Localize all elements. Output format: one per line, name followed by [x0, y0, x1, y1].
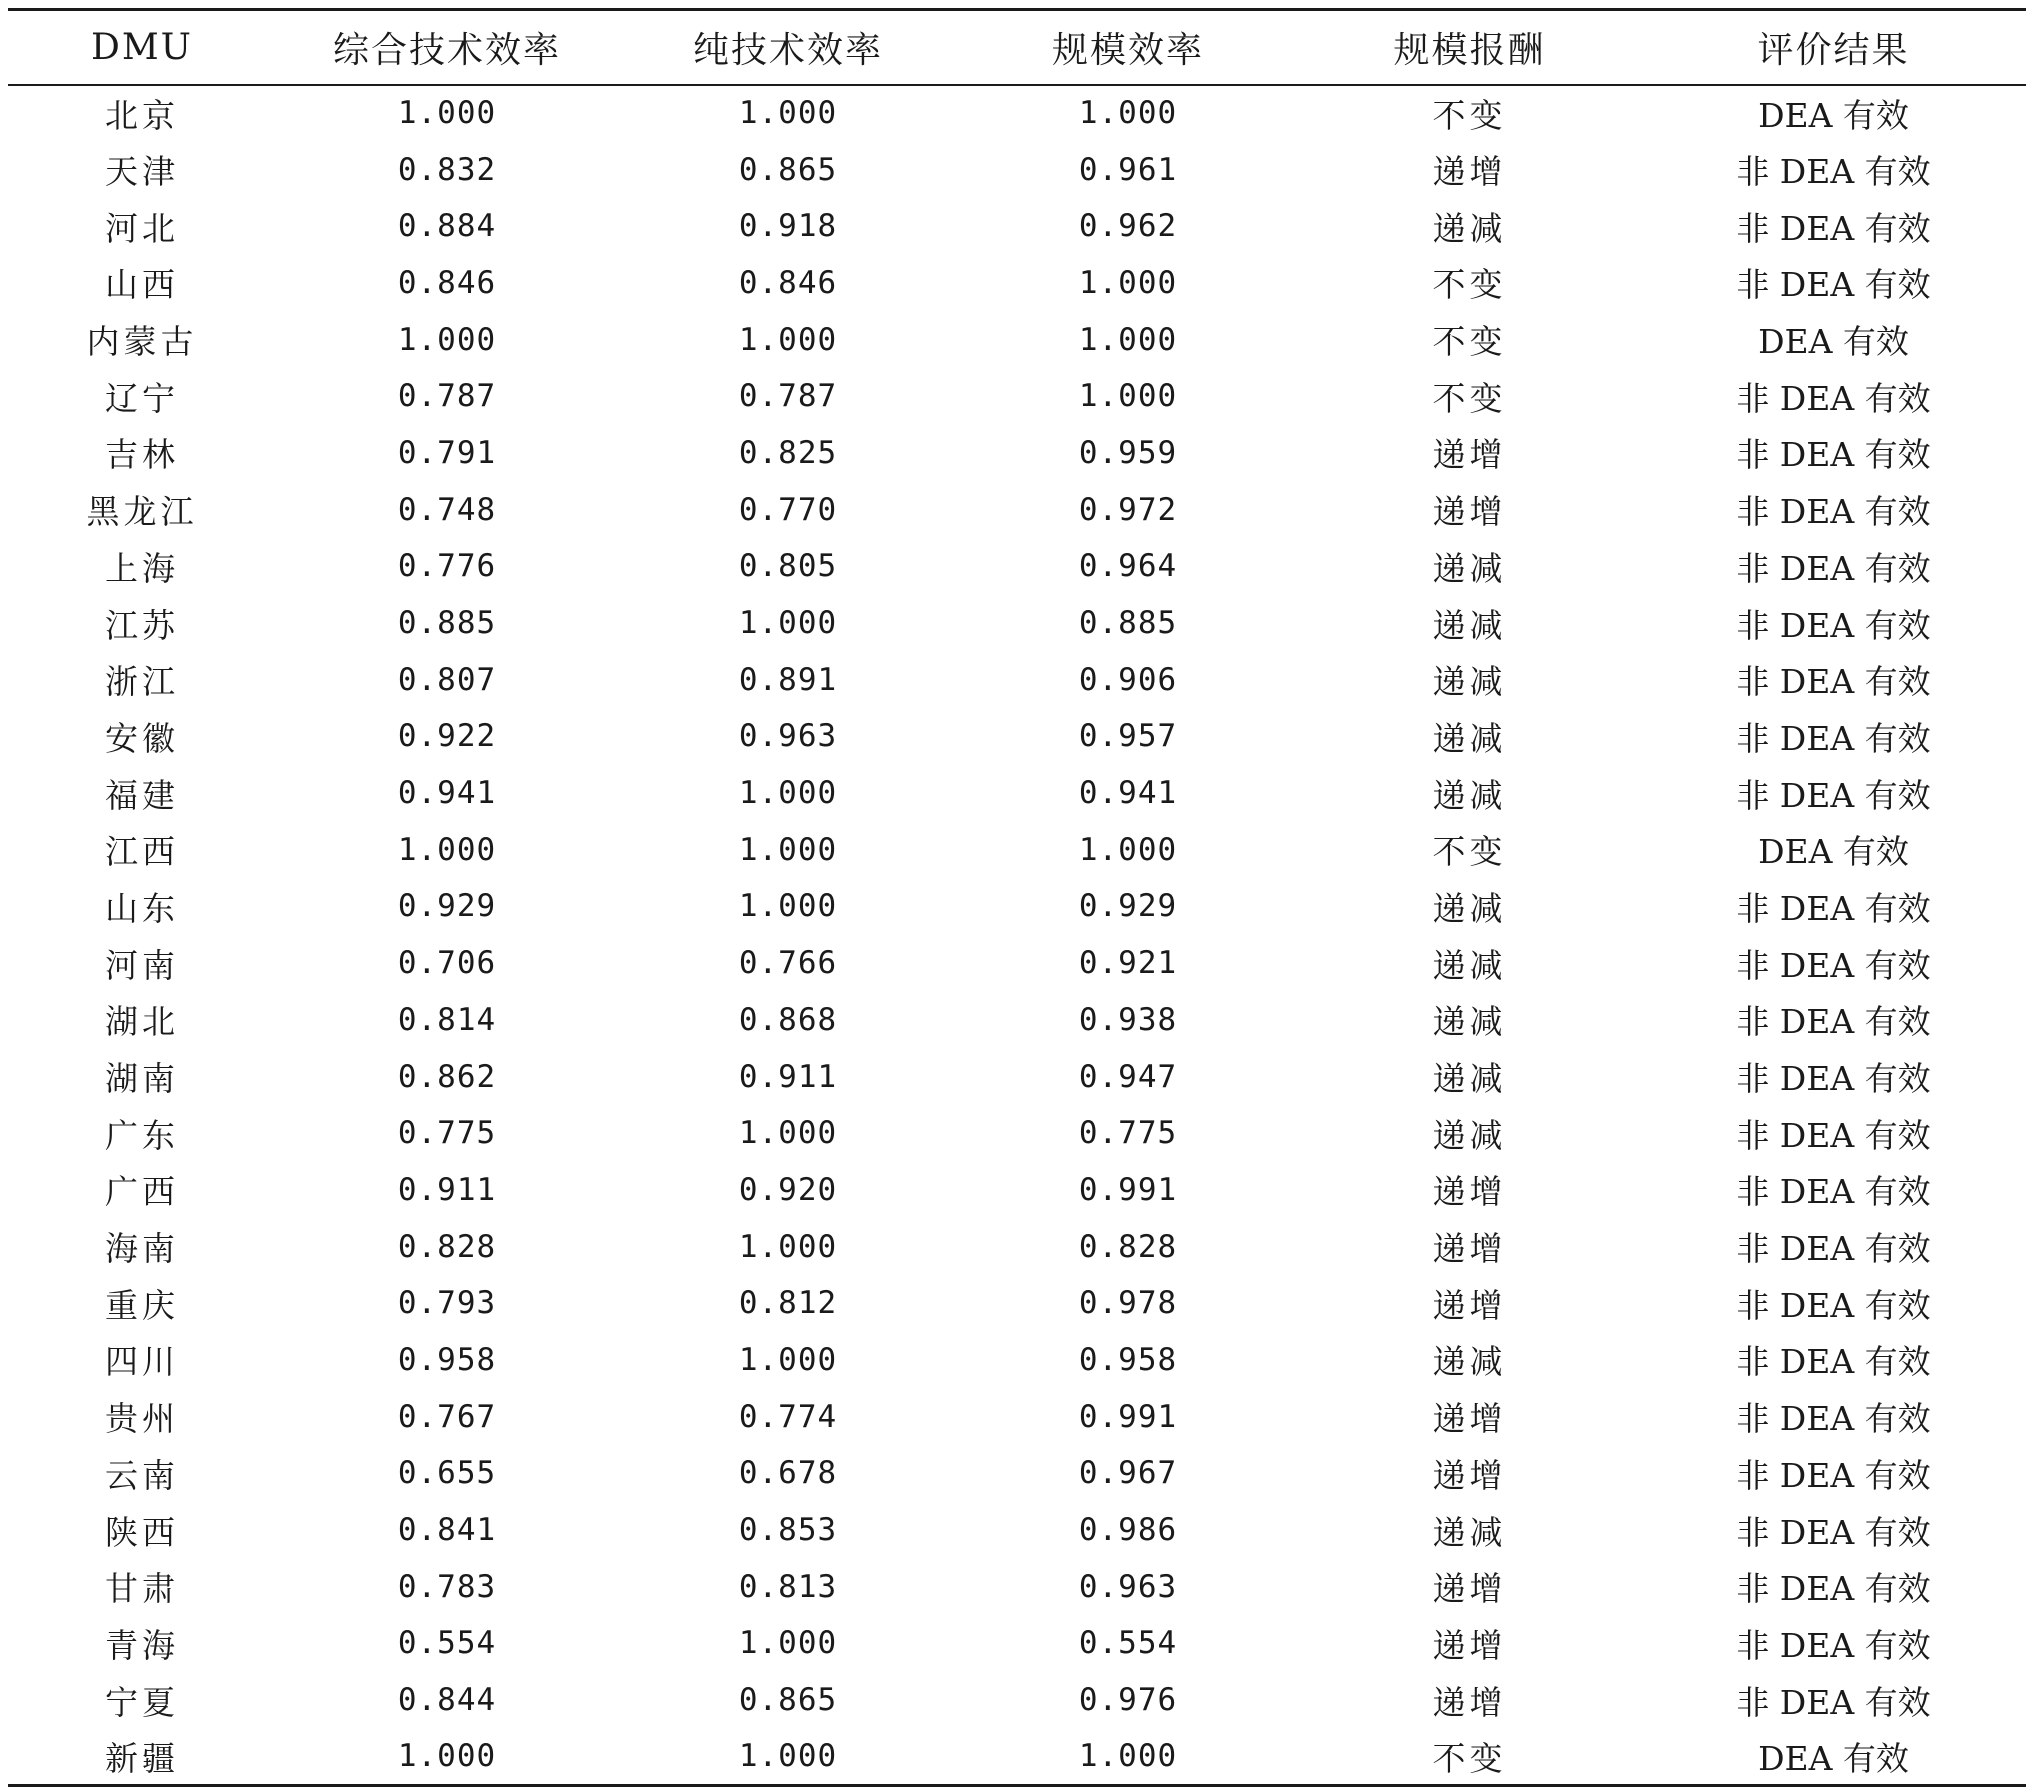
dmu-cell: 新疆 [8, 1728, 276, 1785]
table-header [8, 10, 2026, 85]
dmu-cell: 宁夏 [105, 1682, 179, 1722]
evaluation-result-cell: DEA 有效 [1641, 1728, 2026, 1785]
evaluation-result-cell: 非 DEA 有效 [1736, 1512, 1931, 1552]
overall-efficiency-cell: 0.844 [397, 1682, 497, 1719]
table-row [8, 85, 2026, 142]
table-row [8, 992, 2026, 1049]
scale-efficiency-cell: 0.958 [1078, 1341, 1178, 1378]
table-row [8, 1388, 2026, 1445]
overall-efficiency-cell: 0.791 [397, 434, 497, 471]
table-row [8, 935, 2026, 992]
scale-efficiency-cell: 0.991 [1078, 1171, 1178, 1208]
overall-efficiency-cell: 0.706 [397, 945, 497, 982]
evaluation-result-cell: 非 DEA 有效 [1736, 1172, 1931, 1212]
dmu-cell: 山东 [105, 888, 179, 928]
table-row [8, 1332, 2026, 1389]
header-dmu: DMU [8, 10, 276, 85]
dmu-cell: 湖南 [105, 1059, 179, 1099]
dea-results-table-container [8, 8, 2026, 1787]
returns-to-scale-cell: 递减 [1432, 1115, 1507, 1155]
returns-to-scale-cell: 递减 [1432, 775, 1507, 815]
overall-efficiency-cell: 0.787 [397, 378, 497, 415]
table-row [8, 878, 2026, 935]
evaluation-result-cell: 非 DEA 有效 [1736, 435, 1931, 475]
overall-efficiency-cell: 0.775 [397, 1115, 497, 1152]
pure-efficiency-cell: 0.678 [738, 1455, 838, 1492]
scale-efficiency-cell: 1.000 [1078, 264, 1178, 301]
evaluation-result-cell: 非 DEA 有效 [1736, 378, 1931, 418]
evaluation-result-cell: 非 DEA 有效 [1736, 662, 1931, 702]
returns-to-scale-cell: 递增 [1432, 1455, 1507, 1495]
overall-efficiency-cell: 0.814 [397, 1001, 497, 1038]
table-row [8, 141, 2026, 198]
table-row [8, 1615, 2026, 1672]
evaluation-result-cell: 非 DEA 有效 [1736, 605, 1931, 645]
dmu-cell: 福建 [105, 775, 179, 815]
dmu-cell: 河南 [105, 945, 179, 985]
scale-efficiency-cell: 0.961 [1078, 151, 1178, 188]
evaluation-result-cell: DEA 有效 [1758, 322, 1909, 362]
returns-to-scale-cell: 递增 [1432, 1399, 1507, 1439]
returns-to-scale-cell: 递增 [1432, 1229, 1507, 1269]
pure-efficiency-cell: 1.000 [738, 775, 838, 812]
evaluation-result-cell: 非 DEA 有效 [1736, 265, 1931, 305]
evaluation-result-cell: 非 DEA 有效 [1736, 1342, 1931, 1382]
returns-to-scale-cell: 递减 [1432, 1512, 1507, 1552]
pure-efficiency-cell: 0.963 [738, 718, 838, 755]
pure-efficiency-cell: 0.813 [738, 1568, 838, 1605]
header-returns-to-scale: 规模报酬 [1298, 10, 1641, 85]
overall-efficiency-cell: 0.767 [397, 1398, 497, 1435]
evaluation-result-cell: 非 DEA 有效 [1736, 1569, 1931, 1609]
evaluation-result-cell: 非 DEA 有效 [1736, 1059, 1931, 1099]
pure-efficiency-cell: 0.787 [738, 378, 838, 415]
pure-efficiency-cell: 1.000 [618, 1728, 958, 1785]
scale-efficiency-cell: 0.941 [1078, 775, 1178, 812]
pure-efficiency-cell: 0.868 [738, 1001, 838, 1038]
scale-efficiency-cell: 0.963 [1078, 1568, 1178, 1605]
scale-efficiency-cell: 1.000 [1078, 321, 1178, 358]
returns-to-scale-cell: 递减 [1432, 1002, 1507, 1042]
scale-efficiency-cell: 0.978 [1078, 1285, 1178, 1322]
dmu-cell: 河北 [105, 208, 179, 248]
returns-to-scale-cell: 递增 [1432, 435, 1507, 475]
dmu-cell: 云南 [105, 1455, 179, 1495]
table-row [8, 651, 2026, 708]
evaluation-result-cell: 非 DEA 有效 [1736, 1285, 1931, 1325]
evaluation-result-cell: 非 DEA 有效 [1736, 152, 1931, 192]
dmu-cell: 北京 [105, 95, 179, 135]
pure-efficiency-cell: 0.812 [738, 1285, 838, 1322]
table-row [8, 481, 2026, 538]
dmu-cell: 重庆 [105, 1285, 179, 1325]
overall-efficiency-cell: 0.554 [397, 1625, 497, 1662]
dmu-cell: 广西 [105, 1172, 179, 1212]
returns-to-scale-cell: 递减 [1432, 548, 1507, 588]
evaluation-result-cell: 非 DEA 有效 [1736, 718, 1931, 758]
table-row [8, 255, 2026, 312]
overall-efficiency-cell: 0.748 [397, 491, 497, 528]
overall-efficiency-cell: 1.000 [276, 1728, 618, 1785]
evaluation-result-cell: 非 DEA 有效 [1736, 492, 1931, 532]
table-row [8, 425, 2026, 482]
dmu-cell: 辽宁 [105, 378, 179, 418]
scale-efficiency-cell: 0.929 [1078, 888, 1178, 925]
evaluation-result-cell: 非 DEA 有效 [1736, 548, 1931, 588]
dmu-cell: 天津 [105, 152, 179, 192]
returns-to-scale-cell: 递减 [1432, 1059, 1507, 1099]
evaluation-result-cell: 非 DEA 有效 [1736, 1229, 1931, 1269]
dmu-cell: 安徽 [105, 718, 179, 758]
dmu-cell: 吉林 [105, 435, 179, 475]
evaluation-result-cell: 非 DEA 有效 [1736, 888, 1931, 928]
pure-efficiency-cell: 0.865 [738, 151, 838, 188]
dmu-cell: 青海 [105, 1625, 179, 1665]
overall-efficiency-cell: 0.828 [397, 1228, 497, 1265]
returns-to-scale-cell: 递增 [1432, 1285, 1507, 1325]
header-row [8, 10, 2026, 85]
pure-efficiency-cell: 1.000 [738, 831, 838, 868]
returns-to-scale-cell: 递减 [1432, 888, 1507, 928]
table-row [8, 198, 2026, 255]
header-evaluation-result: 评价结果 [1641, 10, 2026, 85]
scale-efficiency-cell: 0.938 [1078, 1001, 1178, 1038]
table-row [8, 821, 2026, 878]
returns-to-scale-cell: 不变 [1432, 832, 1507, 872]
dmu-cell: 贵州 [105, 1399, 179, 1439]
overall-efficiency-cell: 1.000 [397, 831, 497, 868]
evaluation-result-cell: 非 DEA 有效 [1736, 775, 1931, 815]
scale-efficiency-cell: 0.554 [1078, 1625, 1178, 1662]
overall-efficiency-cell: 0.884 [397, 208, 497, 245]
scale-efficiency-cell: 1.000 [958, 1728, 1298, 1785]
overall-efficiency-cell: 1.000 [397, 321, 497, 358]
returns-to-scale-cell: 不变 [1432, 322, 1507, 362]
scale-efficiency-cell: 0.962 [1078, 208, 1178, 245]
dmu-cell: 广东 [105, 1115, 179, 1155]
table-row [8, 708, 2026, 765]
scale-efficiency-cell: 1.000 [1078, 831, 1178, 868]
returns-to-scale-cell: 不变 [1432, 95, 1507, 135]
pure-efficiency-cell: 0.805 [738, 548, 838, 585]
table-row [8, 1445, 2026, 1502]
overall-efficiency-cell: 0.655 [397, 1455, 497, 1492]
pure-efficiency-cell: 0.911 [738, 1058, 838, 1095]
pure-efficiency-cell: 0.770 [738, 491, 838, 528]
table-row [8, 1502, 2026, 1559]
scale-efficiency-cell: 0.959 [1078, 434, 1178, 471]
returns-to-scale-cell: 不变 [1432, 265, 1507, 305]
overall-efficiency-cell: 1.000 [397, 95, 497, 132]
evaluation-result-cell: 非 DEA 有效 [1736, 208, 1931, 248]
table-row [8, 1728, 2026, 1785]
pure-efficiency-cell: 1.000 [738, 95, 838, 132]
evaluation-result-cell: DEA 有效 [1758, 832, 1909, 872]
pure-efficiency-cell: 0.825 [738, 434, 838, 471]
pure-efficiency-cell: 0.891 [738, 661, 838, 698]
evaluation-result-cell: 非 DEA 有效 [1736, 1625, 1931, 1665]
overall-efficiency-cell: 0.941 [397, 775, 497, 812]
scale-efficiency-cell: 0.964 [1078, 548, 1178, 585]
pure-efficiency-cell: 0.853 [738, 1512, 838, 1549]
header-scale-efficiency: 规模效率 [958, 10, 1298, 85]
dmu-cell: 海南 [105, 1229, 179, 1269]
table-row [8, 368, 2026, 425]
overall-efficiency-cell: 0.832 [397, 151, 497, 188]
overall-efficiency-cell: 0.922 [397, 718, 497, 755]
table-row [8, 1162, 2026, 1219]
dmu-cell: 陕西 [105, 1512, 179, 1552]
evaluation-result-cell: 非 DEA 有效 [1736, 1002, 1931, 1042]
scale-efficiency-cell: 0.885 [1078, 605, 1178, 642]
table-body [8, 85, 2026, 1786]
pure-efficiency-cell: 1.000 [738, 888, 838, 925]
dea-results-table [8, 8, 2026, 1787]
returns-to-scale-cell: 递增 [1432, 1625, 1507, 1665]
dmu-cell: 四川 [105, 1342, 179, 1382]
scale-efficiency-cell: 0.947 [1078, 1058, 1178, 1095]
overall-efficiency-cell: 0.783 [397, 1568, 497, 1605]
table-row [8, 538, 2026, 595]
returns-to-scale-cell: 递减 [1432, 662, 1507, 702]
header-pure-technical-efficiency: 纯技术效率 [618, 10, 958, 85]
scale-efficiency-cell: 0.906 [1078, 661, 1178, 698]
overall-efficiency-cell: 0.862 [397, 1058, 497, 1095]
pure-efficiency-cell: 0.918 [738, 208, 838, 245]
overall-efficiency-cell: 0.885 [397, 605, 497, 642]
pure-efficiency-cell: 1.000 [738, 1228, 838, 1265]
header-overall-technical-efficiency: 综合技术效率 [276, 10, 618, 85]
returns-to-scale-cell: 递增 [1432, 1682, 1507, 1722]
returns-to-scale-cell: 递增 [1432, 152, 1507, 192]
pure-efficiency-cell: 1.000 [738, 321, 838, 358]
dmu-cell: 内蒙古 [86, 322, 198, 362]
scale-efficiency-cell: 0.967 [1078, 1455, 1178, 1492]
scale-efficiency-cell: 0.957 [1078, 718, 1178, 755]
evaluation-result-cell: 非 DEA 有效 [1736, 1682, 1931, 1722]
returns-to-scale-cell: 不变 [1298, 1728, 1641, 1785]
overall-efficiency-cell: 0.793 [397, 1285, 497, 1322]
returns-to-scale-cell: 递减 [1432, 605, 1507, 645]
overall-efficiency-cell: 0.929 [397, 888, 497, 925]
pure-efficiency-cell: 0.920 [738, 1171, 838, 1208]
returns-to-scale-cell: 递减 [1432, 208, 1507, 248]
scale-efficiency-cell: 0.828 [1078, 1228, 1178, 1265]
dmu-cell: 上海 [105, 548, 179, 588]
returns-to-scale-cell: 不变 [1432, 378, 1507, 418]
table-row [8, 1275, 2026, 1332]
dmu-cell: 甘肃 [105, 1569, 179, 1609]
dmu-cell: 江西 [105, 832, 179, 872]
scale-efficiency-cell: 0.986 [1078, 1512, 1178, 1549]
overall-efficiency-cell: 0.911 [397, 1171, 497, 1208]
table-row [8, 1048, 2026, 1105]
pure-efficiency-cell: 1.000 [738, 1115, 838, 1152]
evaluation-result-cell: 非 DEA 有效 [1736, 945, 1931, 985]
overall-efficiency-cell: 0.776 [397, 548, 497, 585]
returns-to-scale-cell: 递增 [1432, 1569, 1507, 1609]
pure-efficiency-cell: 1.000 [738, 1341, 838, 1378]
scale-efficiency-cell: 1.000 [1078, 95, 1178, 132]
scale-efficiency-cell: 1.000 [1078, 378, 1178, 415]
table-row [8, 1672, 2026, 1729]
pure-efficiency-cell: 0.774 [738, 1398, 838, 1435]
returns-to-scale-cell: 递减 [1432, 1342, 1507, 1382]
table-row [8, 595, 2026, 652]
dmu-cell: 黑龙江 [86, 492, 198, 532]
returns-to-scale-cell: 递减 [1432, 945, 1507, 985]
scale-efficiency-cell: 0.921 [1078, 945, 1178, 982]
scale-efficiency-cell: 0.972 [1078, 491, 1178, 528]
overall-efficiency-cell: 0.846 [397, 264, 497, 301]
scale-efficiency-cell: 0.775 [1078, 1115, 1178, 1152]
evaluation-result-cell: DEA 有效 [1758, 95, 1909, 135]
scale-efficiency-cell: 0.976 [1078, 1682, 1178, 1719]
returns-to-scale-cell: 递增 [1432, 492, 1507, 532]
table-row [8, 1558, 2026, 1615]
evaluation-result-cell: 非 DEA 有效 [1736, 1115, 1931, 1155]
table-row [8, 311, 2026, 368]
pure-efficiency-cell: 0.766 [738, 945, 838, 982]
pure-efficiency-cell: 1.000 [738, 605, 838, 642]
pure-efficiency-cell: 0.846 [738, 264, 838, 301]
overall-efficiency-cell: 0.958 [397, 1341, 497, 1378]
overall-efficiency-cell: 0.841 [397, 1512, 497, 1549]
table-row [8, 765, 2026, 822]
returns-to-scale-cell: 递减 [1432, 718, 1507, 758]
overall-efficiency-cell: 0.807 [397, 661, 497, 698]
dmu-cell: 浙江 [105, 662, 179, 702]
dmu-cell: 湖北 [105, 1002, 179, 1042]
scale-efficiency-cell: 0.991 [1078, 1398, 1178, 1435]
table-row [8, 1105, 2026, 1162]
dmu-cell: 江苏 [105, 605, 179, 645]
evaluation-result-cell: 非 DEA 有效 [1736, 1455, 1931, 1495]
table-row [8, 1218, 2026, 1275]
pure-efficiency-cell: 0.865 [738, 1682, 838, 1719]
pure-efficiency-cell: 1.000 [738, 1625, 838, 1662]
dmu-cell: 山西 [105, 265, 179, 305]
returns-to-scale-cell: 递增 [1432, 1172, 1507, 1212]
evaluation-result-cell: 非 DEA 有效 [1736, 1399, 1931, 1439]
